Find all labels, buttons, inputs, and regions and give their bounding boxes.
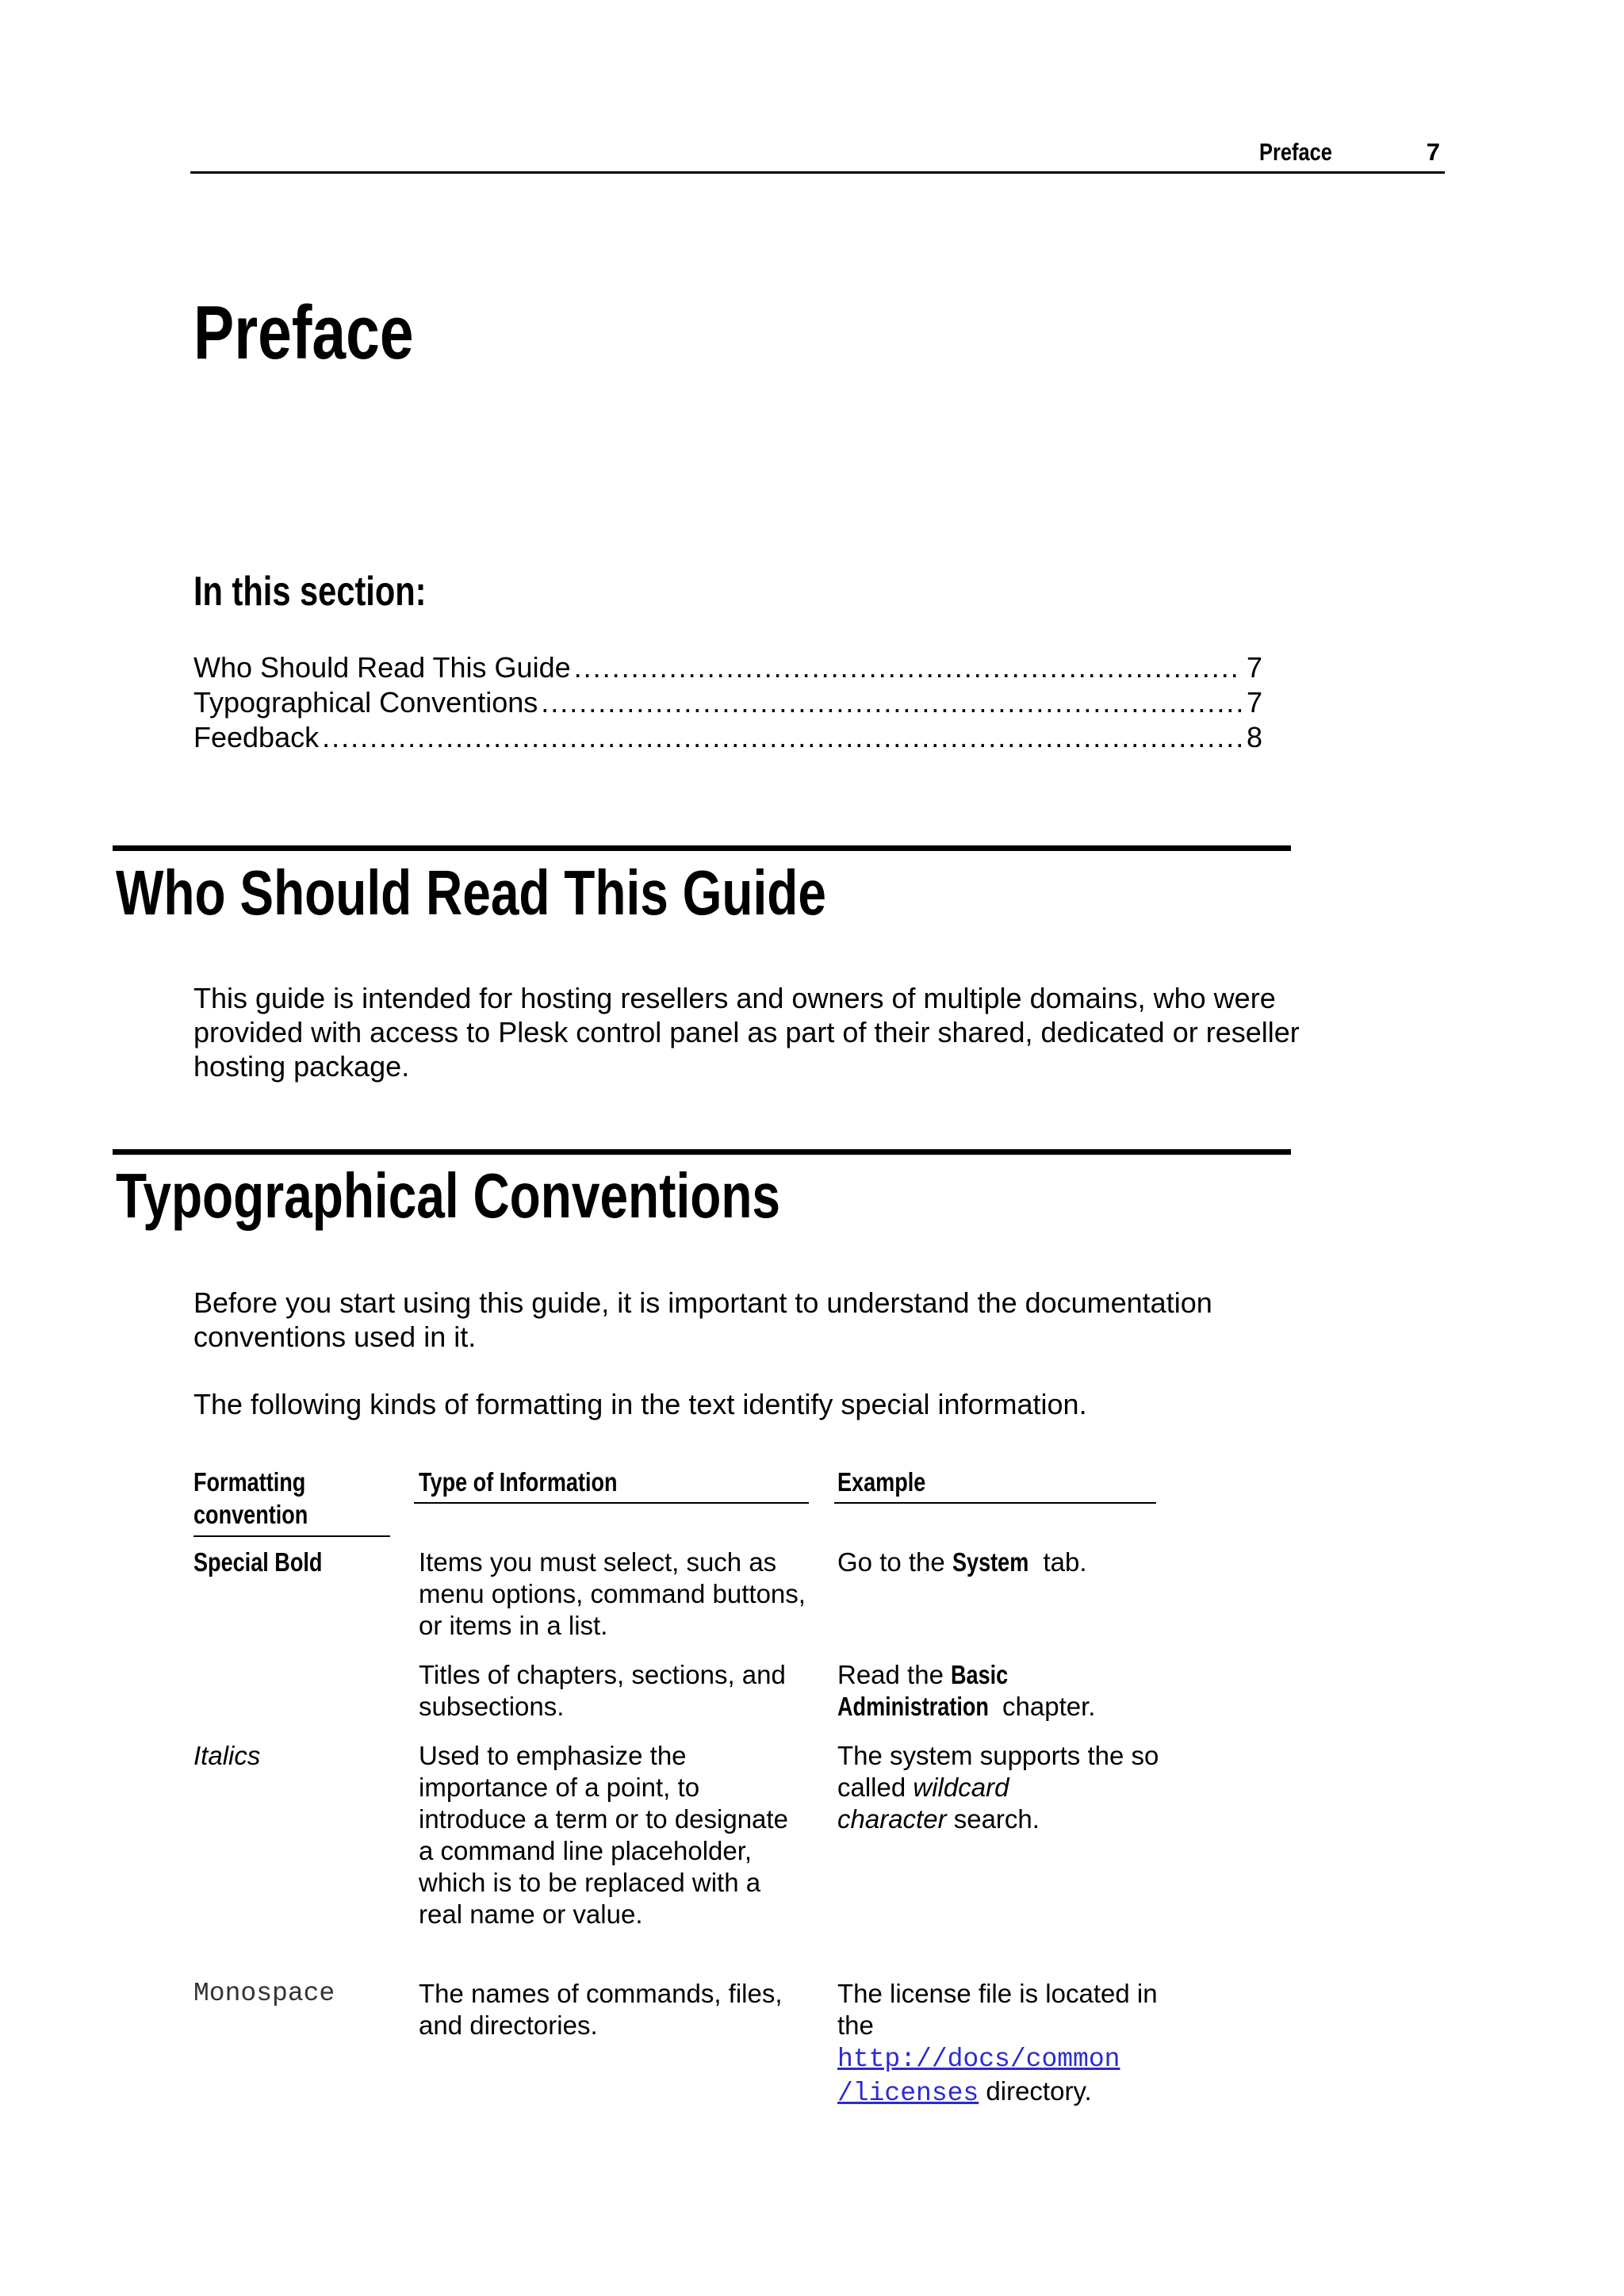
info-cell: The names of commands, files, and directories. bbox=[419, 1979, 783, 2040]
convention-label: Special Bold bbox=[193, 1547, 323, 1577]
section-rule bbox=[113, 845, 1291, 851]
page-number: 7 bbox=[1426, 138, 1440, 166]
who-body: This guide is intended for hosting resellers and owners of multiple domains, who were provided with access to Plesk control panel as part of their shared, dedicated or reseller hosting package. bbox=[193, 982, 1300, 1083]
chapter-title: Preface bbox=[193, 290, 414, 375]
section-rule bbox=[113, 1149, 1291, 1155]
in-this-section-heading: In this section: bbox=[193, 569, 427, 615]
header-underline bbox=[834, 1502, 1156, 1504]
toc-entry-label[interactable]: Who Should Read This Guide bbox=[193, 651, 571, 684]
typo-heading: Typographical Conventions bbox=[116, 1160, 780, 1231]
table-header-example: Example bbox=[837, 1467, 926, 1497]
typo-formatting-note: The following kinds of formatting in the text identify special information. bbox=[193, 1388, 1087, 1420]
toc-leader bbox=[574, 650, 1242, 685]
license-path-link[interactable]: http://docs/common bbox=[837, 2045, 1120, 2074]
running-header-title: Preface bbox=[1259, 138, 1332, 166]
info-cell: Used to emphasize the importance of a point, to introduce a term or to designate a command line placeholder, which is to be replaced with a real name or value. bbox=[419, 1741, 788, 1929]
table-row bbox=[193, 1547, 350, 1578]
convention-label: Monospace bbox=[193, 1979, 335, 2008]
toc-leader bbox=[322, 720, 1242, 755]
license-path-link[interactable]: /licenses bbox=[837, 2079, 979, 2108]
toc-entry-label[interactable]: Feedback bbox=[193, 721, 320, 753]
toc-entry-page[interactable]: 8 bbox=[1246, 721, 1262, 753]
toc-leader bbox=[541, 685, 1242, 720]
toc-entry[interactable] bbox=[193, 685, 1262, 720]
who-heading: Who Should Read This Guide bbox=[116, 857, 826, 928]
header-underline bbox=[414, 1502, 809, 1504]
example-cell: The system supports the so called wildcard character search. bbox=[837, 1741, 1159, 1834]
toc-entry[interactable] bbox=[193, 650, 1262, 685]
example-cell: Read the Basic Administration chapter. bbox=[837, 1660, 1096, 1721]
toc-entry-label[interactable]: Typographical Conventions bbox=[193, 686, 538, 719]
toc-entry-page[interactable]: 7 bbox=[1246, 686, 1262, 719]
toc-entry-page[interactable]: 7 bbox=[1246, 651, 1262, 684]
example-cell: Go to the System tab. bbox=[837, 1547, 1087, 1577]
toc-entry[interactable] bbox=[193, 720, 1262, 755]
convention-label: Italics bbox=[193, 1741, 261, 1770]
table-header-type: Type of Information bbox=[419, 1467, 618, 1497]
info-cell: Items you must select, such as menu options, command buttons, or items in a list. bbox=[419, 1547, 806, 1640]
header-underline bbox=[193, 1535, 390, 1537]
running-header bbox=[190, 135, 1445, 174]
section-toc bbox=[193, 650, 1262, 755]
info-cell: Titles of chapters, sections, and subsections. bbox=[419, 1660, 786, 1721]
table-header-convention: Formatting convention bbox=[193, 1467, 308, 1529]
example-cell: The license file is located in the http://docs/common /licenses directory. bbox=[837, 1979, 1158, 2108]
typo-intro: Before you start using this guide, it is important to understand the documentation conventions used in it. bbox=[193, 1286, 1212, 1353]
